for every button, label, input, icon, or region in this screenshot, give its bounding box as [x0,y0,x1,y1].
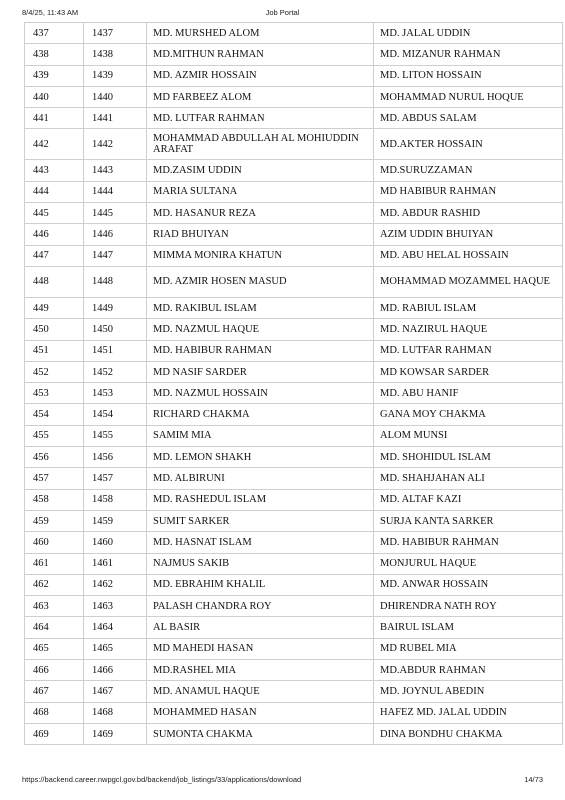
roll-cell: 1468 [84,702,147,723]
roll-cell: 1447 [84,245,147,266]
roll-cell: 1441 [84,108,147,129]
roll-cell: 1440 [84,86,147,107]
applicant-name-cell: MD. LEMON SHAKH [147,447,374,468]
serial-cell: 466 [25,660,84,681]
roll-cell: 1464 [84,617,147,638]
table-row [25,638,563,659]
page-number: 14/73 [524,775,543,784]
table-row [25,553,563,574]
serial-cell: 447 [25,245,84,266]
roll-cell: 1465 [84,638,147,659]
roll-cell: 1456 [84,447,147,468]
father-name-cell: MD.ABDUR RAHMAN [374,660,563,681]
serial-cell: 465 [25,638,84,659]
table-row [25,297,563,318]
table-row [25,108,563,129]
print-header [0,4,565,18]
father-name-cell: DHIRENDRA NATH ROY [374,596,563,617]
roll-cell: 1454 [84,404,147,425]
applicant-name-cell: MARIA SULTANA [147,181,374,202]
serial-cell: 448 [25,266,84,297]
table-row [25,404,563,425]
serial-cell: 462 [25,574,84,595]
applicants-table [24,22,563,745]
roll-cell: 1446 [84,224,147,245]
serial-cell: 445 [25,203,84,224]
roll-cell: 1437 [84,23,147,44]
applicant-name-cell: MD. HASNAT ISLAM [147,532,374,553]
father-name-cell: MOHAMMAD NURUL HOQUE [374,86,563,107]
father-name-cell: MD. JOYNUL ABEDIN [374,681,563,702]
father-name-cell: MD.AKTER HOSSAIN [374,129,563,160]
table-row [25,86,563,107]
applicant-name-cell: MD.ZASIM UDDIN [147,160,374,181]
applicant-name-cell: MD. AZMIR HOSSAIN [147,65,374,86]
father-name-cell: MD. HABIBUR RAHMAN [374,532,563,553]
father-name-cell: BAIRUL ISLAM [374,617,563,638]
table-row [25,44,563,65]
father-name-cell: HAFEZ MD. JALAL UDDIN [374,702,563,723]
table-row [25,702,563,723]
applicant-name-cell: MD. NAZMUL HAQUE [147,319,374,340]
applicant-name-cell: MD. AZMIR HOSEN MASUD [147,266,374,297]
applicant-name-cell: MD. ANAMUL HAQUE [147,681,374,702]
table-row [25,160,563,181]
table-row [25,596,563,617]
table-row [25,65,563,86]
applicant-name-cell: MD. HABIBUR RAHMAN [147,340,374,361]
father-name-cell: SURJA KANTA SARKER [374,510,563,531]
applicant-name-cell: MD. ALBIRUNI [147,468,374,489]
serial-cell: 450 [25,319,84,340]
serial-cell: 469 [25,723,84,744]
applicant-name-cell: MD. NAZMUL HOSSAIN [147,383,374,404]
roll-cell: 1461 [84,553,147,574]
serial-cell: 459 [25,510,84,531]
roll-cell: 1450 [84,319,147,340]
serial-cell: 458 [25,489,84,510]
roll-cell: 1439 [84,65,147,86]
table-row [25,266,563,297]
applicant-name-cell: NAJMUS SAKIB [147,553,374,574]
serial-cell: 468 [25,702,84,723]
serial-cell: 453 [25,383,84,404]
table-row [25,23,563,44]
roll-cell: 1444 [84,181,147,202]
serial-cell: 442 [25,129,84,160]
applicant-name-cell: MD NASIF SARDER [147,361,374,382]
serial-cell: 446 [25,224,84,245]
serial-cell: 438 [25,44,84,65]
roll-cell: 1455 [84,425,147,446]
serial-cell: 456 [25,447,84,468]
serial-cell: 451 [25,340,84,361]
applicant-name-cell: MD. RAKIBUL ISLAM [147,297,374,318]
serial-cell: 463 [25,596,84,617]
applicant-name-cell: MD MAHEDI HASAN [147,638,374,659]
father-name-cell: MD. ABU HANIF [374,383,563,404]
father-name-cell: MD. LUTFAR RAHMAN [374,340,563,361]
father-name-cell: MD. NAZIRUL HAQUE [374,319,563,340]
table-row [25,203,563,224]
table-row [25,681,563,702]
table-row [25,574,563,595]
applicants-table-body [25,23,563,745]
roll-cell: 1443 [84,160,147,181]
applicant-name-cell: MOHAMMED HASAN [147,702,374,723]
father-name-cell: MD. SHOHIDUL ISLAM [374,447,563,468]
father-name-cell: ALOM MUNSI [374,425,563,446]
serial-cell: 437 [25,23,84,44]
roll-cell: 1442 [84,129,147,160]
roll-cell: 1452 [84,361,147,382]
roll-cell: 1463 [84,596,147,617]
roll-cell: 1438 [84,44,147,65]
serial-cell: 460 [25,532,84,553]
father-name-cell: MD. ANWAR HOSSAIN [374,574,563,595]
serial-cell: 457 [25,468,84,489]
roll-cell: 1460 [84,532,147,553]
table-row [25,447,563,468]
father-name-cell: MD HABIBUR RAHMAN [374,181,563,202]
father-name-cell: MD. LITON HOSSAIN [374,65,563,86]
applicant-name-cell: MD. MURSHED ALOM [147,23,374,44]
applicant-name-cell: MD. EBRAHIM KHALIL [147,574,374,595]
father-name-cell: AZIM UDDIN BHUIYAN [374,224,563,245]
applicant-name-cell: SUMIT SARKER [147,510,374,531]
roll-cell: 1462 [84,574,147,595]
serial-cell: 441 [25,108,84,129]
table-row [25,468,563,489]
table-row [25,617,563,638]
serial-cell: 444 [25,181,84,202]
page-url: https://backend.career.nwpgcl.gov.bd/backend/job_listings/33/applications/download [22,775,302,784]
applicant-name-cell: MIMMA MONIRA KHATUN [147,245,374,266]
roll-cell: 1469 [84,723,147,744]
roll-cell: 1449 [84,297,147,318]
father-name-cell: GANA MOY CHAKMA [374,404,563,425]
roll-cell: 1467 [84,681,147,702]
table-row [25,361,563,382]
table-row [25,723,563,744]
serial-cell: 455 [25,425,84,446]
applicant-name-cell: MOHAMMAD ABDULLAH AL MOHIUDDIN ARAFAT [147,129,374,160]
applicant-name-cell: RICHARD CHAKMA [147,404,374,425]
father-name-cell: MONJURUL HAQUE [374,553,563,574]
father-name-cell: MD. ABU HELAL HOSSAIN [374,245,563,266]
serial-cell: 467 [25,681,84,702]
father-name-cell: MD. ABDUR RASHID [374,203,563,224]
serial-cell: 452 [25,361,84,382]
father-name-cell: DINA BONDHU CHAKMA [374,723,563,744]
table-row [25,245,563,266]
roll-cell: 1451 [84,340,147,361]
father-name-cell: MD.SURUZZAMAN [374,160,563,181]
table-row [25,510,563,531]
roll-cell: 1459 [84,510,147,531]
table-row [25,425,563,446]
serial-cell: 443 [25,160,84,181]
father-name-cell: MD KOWSAR SARDER [374,361,563,382]
applicant-name-cell: MD.RASHEL MIA [147,660,374,681]
father-name-cell: MD RUBEL MIA [374,638,563,659]
serial-cell: 454 [25,404,84,425]
serial-cell: 449 [25,297,84,318]
roll-cell: 1448 [84,266,147,297]
table-row [25,224,563,245]
father-name-cell: MD. ALTAF KAZI [374,489,563,510]
table-row [25,129,563,160]
roll-cell: 1466 [84,660,147,681]
table-row [25,181,563,202]
applicant-name-cell: AL BASIR [147,617,374,638]
father-name-cell: MD. SHAHJAHAN ALI [374,468,563,489]
table-row [25,340,563,361]
father-name-cell: MOHAMMAD MOZAMMEL HAQUE [374,266,563,297]
page-title: Job Portal [265,8,300,17]
applicant-name-cell: MD FARBEEZ ALOM [147,86,374,107]
applicant-name-cell: MD. LUTFAR RAHMAN [147,108,374,129]
applicant-name-cell: SAMIM MIA [147,425,374,446]
father-name-cell: MD. MIZANUR RAHMAN [374,44,563,65]
applicant-name-cell: PALASH CHANDRA ROY [147,596,374,617]
roll-cell: 1445 [84,203,147,224]
applicant-name-cell: MD. RASHEDUL ISLAM [147,489,374,510]
roll-cell: 1453 [84,383,147,404]
table-row [25,319,563,340]
serial-cell: 461 [25,553,84,574]
table-row [25,489,563,510]
print-datetime: 8/4/25, 11:43 AM [22,8,79,17]
roll-cell: 1457 [84,468,147,489]
applicant-name-cell: MD. HASANUR REZA [147,203,374,224]
table-row [25,660,563,681]
applicant-name-cell: SUMONTA CHAKMA [147,723,374,744]
roll-cell: 1458 [84,489,147,510]
father-name-cell: MD. RABIUL ISLAM [374,297,563,318]
applicant-name-cell: RIAD BHUIYAN [147,224,374,245]
table-row [25,383,563,404]
serial-cell: 439 [25,65,84,86]
father-name-cell: MD. ABDUS SALAM [374,108,563,129]
applicant-name-cell: MD.MITHUN RAHMAN [147,44,374,65]
serial-cell: 440 [25,86,84,107]
print-footer [0,775,565,789]
table-row [25,532,563,553]
father-name-cell: MD. JALAL UDDIN [374,23,563,44]
serial-cell: 464 [25,617,84,638]
